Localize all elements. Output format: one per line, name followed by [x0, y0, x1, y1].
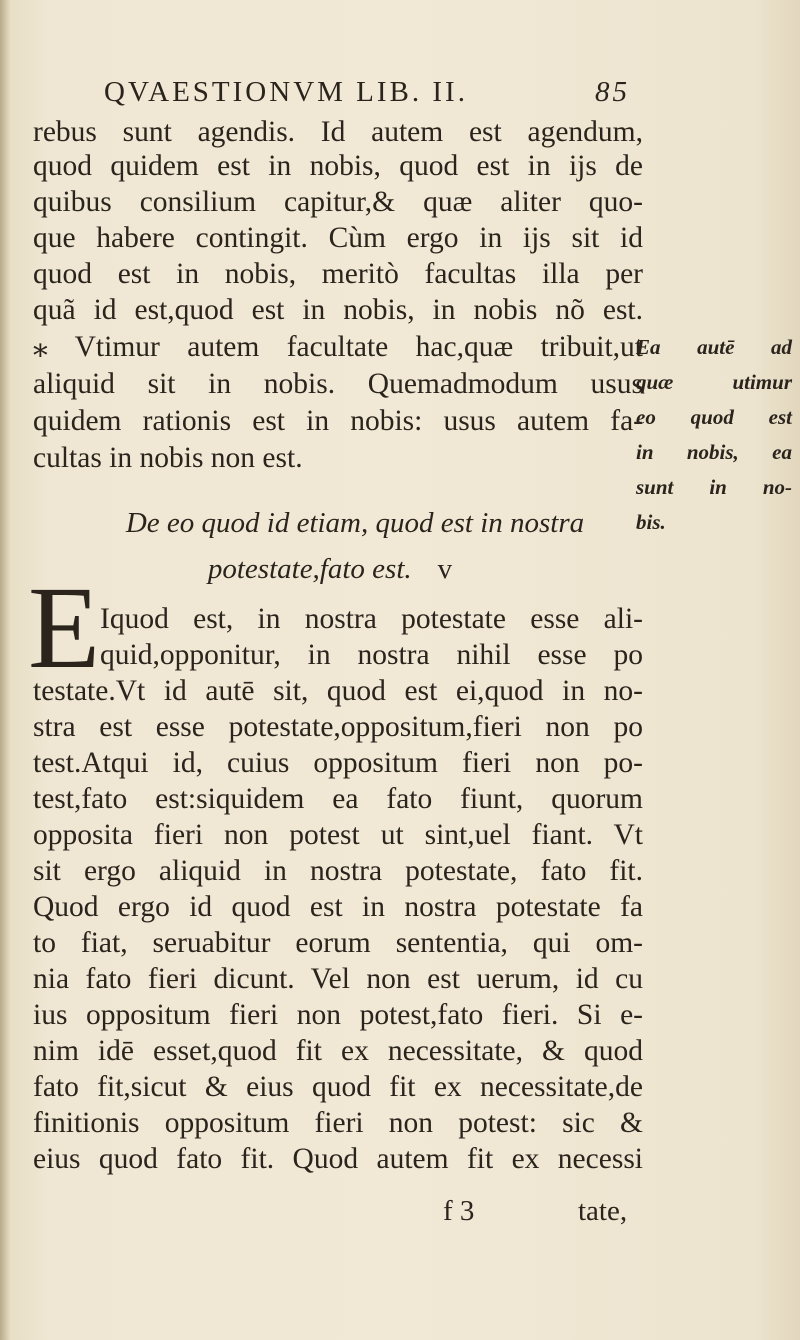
drop-cap-initial: E: [28, 562, 101, 693]
text-line: nia fato fieri dicunt. Vel non est uerum, id cu: [33, 963, 643, 995]
running-head: [104, 76, 644, 116]
text-line: test.Atqui id, cuius oppositum fieri non po-: [33, 747, 643, 779]
text-line: stra est esse potestate,oppositum,fieri non po: [33, 711, 643, 743]
text-line: quod est in nobis, meritò facultas illa per: [33, 258, 643, 290]
section-marker: v: [437, 553, 453, 585]
marginal-note-line: Ea autē ad: [636, 335, 792, 359]
section-heading-text: potestate,fato est.: [207, 553, 412, 585]
folio-number: 85: [595, 76, 630, 108]
text-line: opposita fieri non potest ut sint,uel fiant. Vt: [33, 819, 643, 851]
text-line: ⁎ Vtimur autem facultate hac,quæ tribuit,ut: [33, 331, 643, 363]
catchword: tate,: [578, 1195, 628, 1227]
text-line: testate.Vt id autē sit, quod est ei,quod in no-: [33, 675, 643, 707]
text-line: cultas in nobis non est.: [33, 442, 303, 474]
text-line: rebus sunt agendis. Id autem est agendum,: [33, 116, 643, 148]
section-heading-line: [170, 546, 490, 592]
text-line: eius quod fato fit. Quod autem fit ex necessi: [33, 1143, 643, 1175]
section-heading-line: De eo quod id etiam, quod est in nostra: [125, 507, 585, 539]
text-line: quod quidem est in nobis, quod est in ijs de: [33, 150, 643, 182]
text-line: quã id est,quod est in nobis, in nobis nõ est.: [33, 294, 643, 326]
text-line: quidem rationis est in nobis: usus autem fa-: [33, 405, 643, 437]
text-line: que habere contingit. Cùm ergo in ijs sit id: [33, 222, 643, 254]
text-line: finitionis oppositum fieri non potest: sic &: [33, 1107, 643, 1139]
text-line: aliquid sit in nobis. Quemadmodum usus: [33, 368, 643, 400]
text-line: ius oppositum fieri non potest,fato fieri. Si e-: [33, 999, 643, 1031]
text-line: Quod ergo id quod est in nostra potestate fa: [33, 891, 643, 923]
marginal-note: [636, 330, 792, 540]
marginal-note-line: sunt in no-: [636, 475, 792, 499]
page-footer: [0, 1195, 800, 1231]
text-line: to fiat, seruabitur eorum sententia, qui om-: [33, 927, 643, 959]
marginal-note-line: quæ utimur: [636, 370, 792, 394]
marginal-note-line: eo quod est: [636, 405, 792, 429]
text-line: test,fato est:siquidem ea fato fiunt, quorum: [33, 783, 643, 815]
text-line: quibus consilium capitur,& quæ aliter quo-: [33, 186, 643, 218]
marginal-note-line: in nobis, ea: [636, 440, 792, 464]
running-head-title: QVAESTIONVM LIB. II.: [104, 76, 468, 108]
page-gutter-shadow: [0, 0, 10, 1340]
text-line: quid,opponitur, in nostra nihil esse po: [100, 639, 643, 671]
marginal-note-line: bis.: [636, 510, 666, 534]
text-line: fato fit,sicut & eius quod fit ex necessitate,de: [33, 1071, 643, 1103]
text-line: Iquod est, in nostra potestate esse ali-: [100, 603, 643, 635]
signature-mark: f 3: [443, 1195, 475, 1227]
text-line: sit ergo aliquid in nostra potestate, fato fit.: [33, 855, 643, 887]
text-line: nim idē esset,quod fit ex necessitate, & quod: [33, 1035, 643, 1067]
